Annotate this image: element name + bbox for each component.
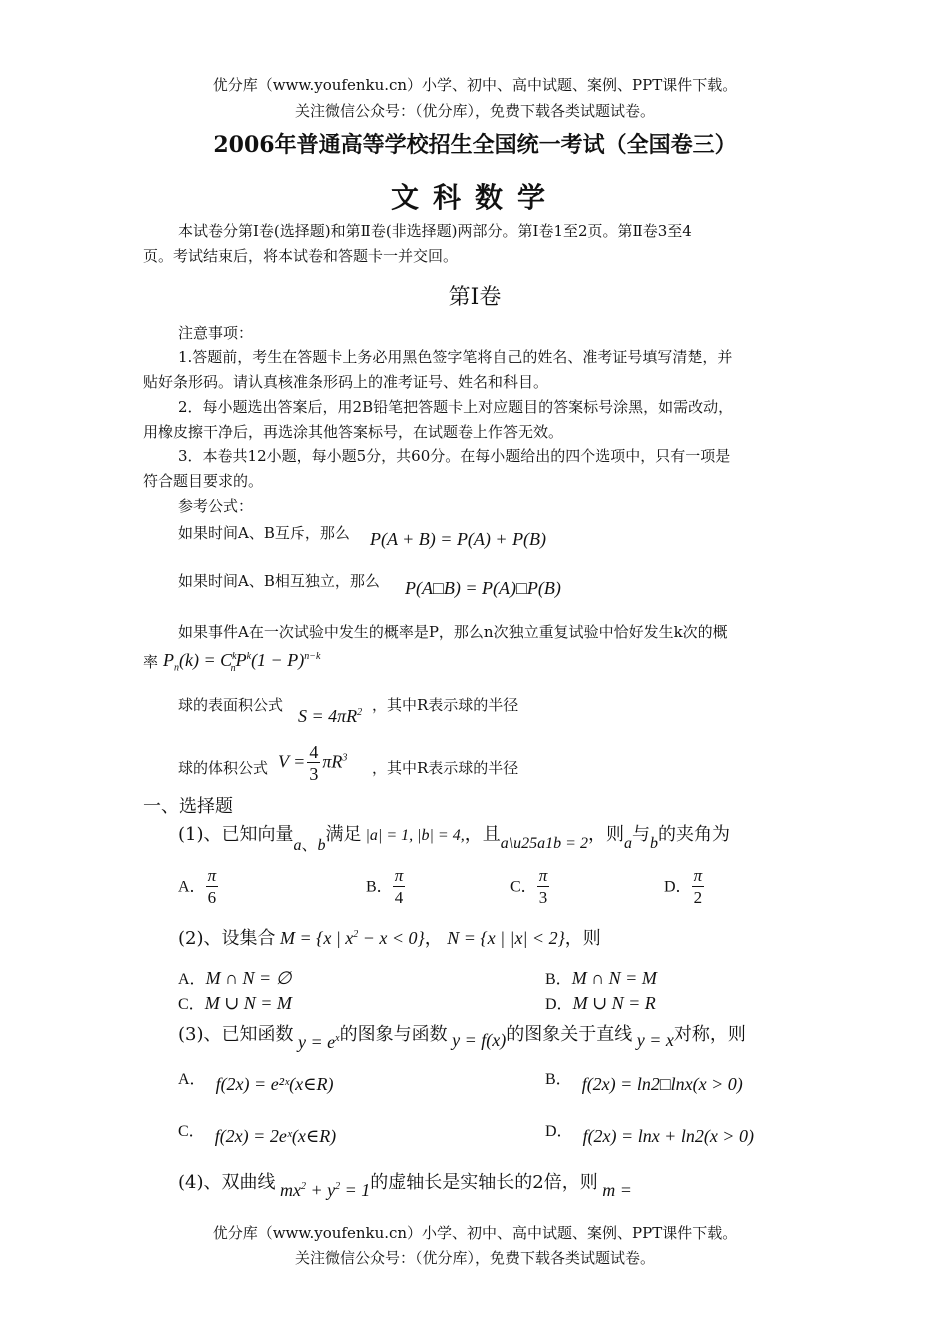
q2-option-d[interactable]: D．M ∪ N = R [545, 993, 656, 1013]
q1-option-c[interactable]: C． $\frac{\pi}{3}$ [510, 866, 548, 907]
exam-subtitle: 文科数学 [390, 181, 559, 214]
q1-option-b[interactable]: B． $\frac{\pi}{4}$ [366, 866, 404, 907]
q1-stem-a: (1)、已知向量 [178, 824, 294, 845]
section-choice-heading: 一、选择题 [143, 796, 233, 817]
notes-heading: 注意事项： [178, 324, 254, 342]
exam-title: 2006年普通高等学校招生全国统一考试（全国卷三） [213, 132, 737, 158]
header-line-2: 关注微信公众号：（优分库），免费下载各类试题试卷。 [294, 102, 655, 120]
q3-stem-c: 的图象关于直线 [506, 1024, 633, 1045]
intro-line-2: 页。考试结束后，将本试卷和答题卡一并交回。 [143, 247, 459, 265]
formula-3-math: $P_n(k) = C^k_nP^k(1 - P)^{n-k}$ [163, 650, 321, 674]
footer-line-2: 关注微信公众号：（优分库），免费下载各类试题试卷。 [294, 1249, 655, 1267]
formula-3-text: 如果事件A在一次试验中发生的概率是P，那么n次独立重复试验中恰好发生k次的概 [178, 623, 728, 641]
q3-stem: (3)、已知函数 $y = e^x$的图象与函数 y = f(x)的图象关于直线 y = x对称，则 [178, 1024, 746, 1052]
formula-2-math: P(A□B) = P(A)□P(B) [405, 578, 561, 598]
intro-line-1: 本试卷分第Ⅰ卷(选择题)和第Ⅱ卷(非选择题)两部分。第Ⅰ卷1至2页。第Ⅱ卷3至4 [178, 222, 692, 240]
q3-option-b[interactable]: B． f(2x) = ln2□lnx(x > 0) [545, 1071, 743, 1094]
formula-5-tail: ，其中R表示球的半径 [372, 759, 519, 777]
q2-stem-a: (2)、设集合 [178, 928, 276, 949]
formula-1-text: 如果时间A、B互斥，那么 [178, 524, 350, 542]
note-3a: 3．本卷共12小题，每小题5分，共60分。在每小题给出的四个选项中，只有一项是 [178, 447, 731, 465]
q1-stem-b: 满足 [325, 824, 362, 845]
q4-stem-b: 的虚轴长是实轴长的2倍，则 [370, 1172, 598, 1193]
note-2a: 2．每小题选出答案后，用2B铅笔把答题卡上对应题目的答案标号涂黑，如需改动， [178, 398, 734, 416]
q1-stem-c: ，且 [464, 824, 501, 845]
part-title: 第Ⅰ卷 [448, 285, 502, 310]
note-1a: 1.答题前，考生在答题卡上务必用黑色签字笔将自己的姓名、准考证号填写清楚，并 [178, 348, 733, 366]
q2-option-a[interactable]: A．M ∩ N = ∅ [178, 968, 292, 988]
q2-stem-b: ，则 [564, 928, 601, 949]
q4-stem: (4)、双曲线 $mx^2 + y^2 = 1$的虚轴长是实轴长的2倍，则 m = [178, 1172, 632, 1200]
q3-option-d[interactable]: D． f(2x) = lnx + ln2(x > 0) [545, 1123, 754, 1146]
q3-option-c[interactable]: C． f(2x) = 2eˣ(x∈R) [178, 1123, 337, 1146]
q2-option-c[interactable]: C．M ∪ N = M [178, 993, 292, 1013]
q3-stem-b: 的图象与函数 [339, 1024, 448, 1045]
q1-stem-d: ，则 [587, 824, 624, 845]
q1-stem: (1)、已知向量a、b满足 |a| = 1, |b| = 4,，且a\u25a1b = 2，则a与b的夹角为 [178, 824, 730, 854]
q1-stem-f: 的夹角为 [657, 824, 730, 845]
formula-4-text: 球的表面积公式 [178, 696, 284, 714]
q3-option-a[interactable]: A． f(2x) = e²ˣ(x∈R) [178, 1071, 334, 1094]
q3-stem-a: (3)、已知函数 [178, 1024, 294, 1045]
q1-stem-e: 与 [631, 824, 650, 845]
footer-line-1: 优分库（www.youfenku.cn）小学、初中、高中试题、案例、PPT课件下载。 [212, 1224, 738, 1242]
formula-3-text-2: 率 [143, 653, 159, 671]
note-3b: 符合题目要求的。 [143, 472, 264, 490]
formulas-heading: 参考公式： [178, 497, 254, 515]
formula-5-math: V = $\frac{4}{3}$ $\pi R^3$ [278, 742, 348, 784]
formula-4-math: $S = 4\pi R^2$ [298, 706, 363, 726]
formula-2-text: 如果时间A、B相互独立，那么 [178, 572, 380, 590]
note-1b: 贴好条形码。请认真核准条形码上的准考证号、姓名和科目。 [143, 373, 549, 391]
q3-stem-d: 对称，则 [673, 1024, 746, 1045]
formula-5-text: 球的体积公式 [178, 759, 269, 777]
header-line-1: 优分库（www.youfenku.cn）小学、初中、高中试题、案例、PPT课件下载。 [212, 76, 738, 94]
formula-1-math: P(A + B) = P(A) + P(B) [370, 529, 547, 549]
q1-option-a[interactable]: A． $\frac{\pi}{6}$ [178, 866, 217, 907]
note-2b: 用橡皮擦干净后，再选涂其他答案标号，在试题卷上作答无效。 [143, 423, 564, 441]
q1-option-d[interactable]: D． $\frac{\pi}{2}$ [664, 866, 703, 907]
q4-stem-a: (4)、双曲线 [178, 1172, 276, 1193]
q2-option-b[interactable]: B．M ∩ N = M [545, 968, 657, 988]
formula-4-tail: ，其中R表示球的半径 [372, 696, 519, 714]
q2-stem: (2)、设集合 M = {x | $x^2 - x < 0$}， N = {x | |x| < 2}，则 [178, 928, 601, 949]
